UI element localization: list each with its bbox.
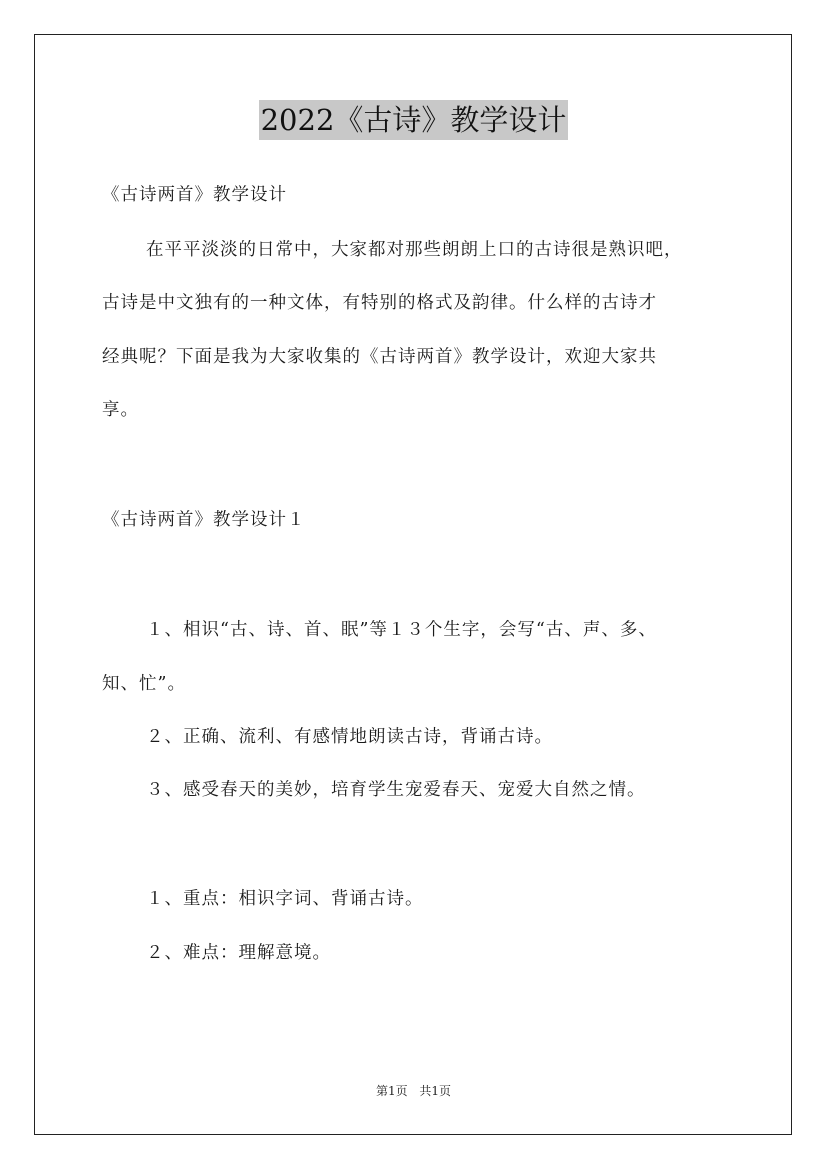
document-title: 2022《古诗》教学设计 [259, 100, 569, 140]
page-footer [0, 1083, 827, 1099]
intro-line-2: 古诗是中文独有的一种文体，有特别的格式及韵律。什么样的古诗才 [102, 293, 657, 313]
intro-line-4: 享。 [102, 400, 139, 420]
objective-line-1: １、相识“古、诗、首、眠”等１３个生字，会写“古、声、多、 [146, 620, 657, 640]
title-container [0, 100, 827, 140]
objective-line-4: ３、感受春天的美妙，培育学生宠爱春天、宠爱大自然之情。 [146, 780, 646, 800]
objective-line-3: ２、正确、流利、有感情地朗读古诗，背诵古诗。 [146, 727, 553, 747]
page-number-current: 第1页 [375, 1084, 408, 1098]
intro-line-1: 在平平淡淡的日常中，大家都对那些朗朗上口的古诗很是熟识吧， [146, 240, 683, 260]
section-heading: 《古诗两首》教学设计１ [102, 510, 306, 530]
intro-line-3: 经典呢？下面是我为大家收集的《古诗两首》教学设计，欢迎大家共 [102, 347, 657, 367]
key-point-2: ２、难点：理解意境。 [146, 943, 331, 963]
key-point-1: １、重点：相识字词、背诵古诗。 [146, 889, 424, 909]
objective-line-2: 知、忙”。 [102, 674, 186, 694]
page-number-total: 共1页 [419, 1084, 452, 1098]
document-subtitle: 《古诗两首》教学设计 [102, 185, 287, 205]
